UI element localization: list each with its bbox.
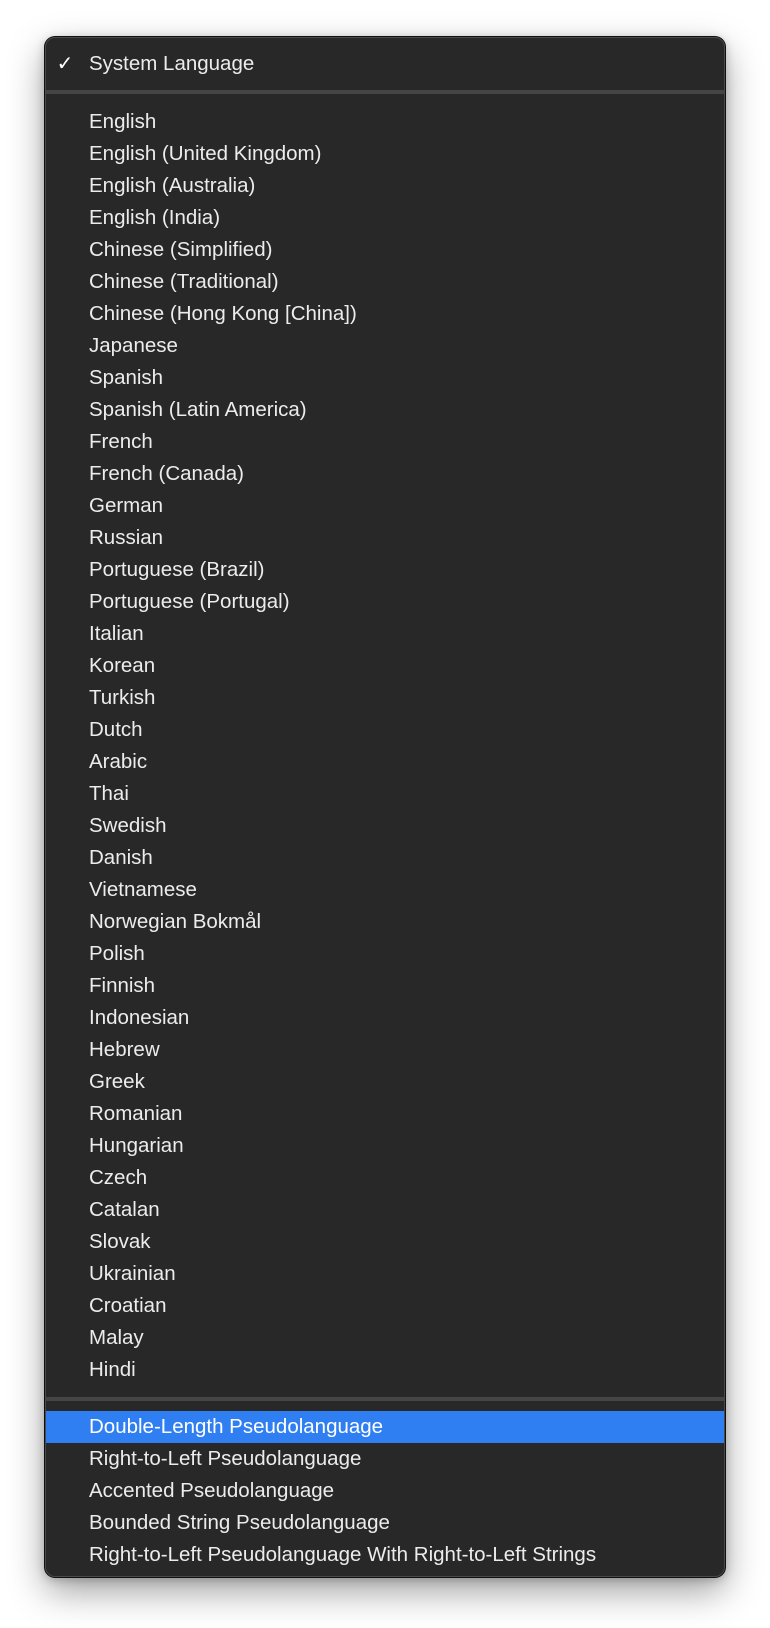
menu-item-chinese-hong-kong-china[interactable] [46, 298, 724, 330]
menu-item-label: Thai [89, 782, 129, 805]
menu-item-vietnamese[interactable] [46, 874, 724, 906]
menu-item-label: Arabic [89, 750, 148, 773]
checkmark-icon: ✓ [56, 53, 74, 75]
menu-item-right-to-left-pseudolanguage[interactable] [46, 1443, 724, 1475]
menu-item-label: Finnish [89, 974, 156, 997]
menu-item-czech[interactable] [46, 1162, 724, 1194]
menu-item-french-canada[interactable] [46, 458, 724, 490]
menu-item-greek[interactable] [46, 1066, 724, 1098]
menu-item-english[interactable] [46, 106, 724, 138]
menu-item-label: Croatian [89, 1294, 167, 1317]
menu-item-romanian[interactable] [46, 1098, 724, 1130]
menu-item-label: Polish [89, 942, 145, 965]
menu-item-label: Chinese (Hong Kong [China]) [89, 302, 357, 325]
menu-item-label: Double-Length Pseudolanguage [89, 1415, 384, 1438]
menu-item-label: Slovak [89, 1230, 151, 1253]
menu-item-english-australia[interactable] [46, 170, 724, 202]
menu-item-label: English (United Kingdom) [89, 142, 322, 165]
menu-item-label: Dutch [89, 718, 143, 741]
menu-item-label: English (Australia) [89, 174, 256, 197]
menu-item-danish[interactable] [46, 842, 724, 874]
menu-item-english-united-kingdom[interactable] [46, 138, 724, 170]
menu-item-label: French (Canada) [89, 462, 244, 485]
menu-item-catalan[interactable] [46, 1194, 724, 1226]
menu-item-hungarian[interactable] [46, 1130, 724, 1162]
menu-item-label: Spanish (Latin America) [89, 398, 307, 421]
menu-item-label: German [89, 494, 164, 517]
pseudolanguage-list [46, 1411, 724, 1571]
menu-item-double-length-pseudolanguage[interactable] [46, 1411, 724, 1443]
menu-item-label: Vietnamese [89, 878, 197, 901]
menu-item-croatian[interactable] [46, 1290, 724, 1322]
menu-item-label: French [89, 430, 153, 453]
menu-item-turkish[interactable] [46, 682, 724, 714]
menu-item-accented-pseudolanguage[interactable] [46, 1475, 724, 1507]
menu-item-norwegian-bokm-l[interactable] [46, 906, 724, 938]
menu-item-label: Japanese [89, 334, 178, 357]
menu-item-label: Accented Pseudolanguage [89, 1479, 335, 1502]
menu-item-portuguese-portugal[interactable] [46, 586, 724, 618]
menu-item-portuguese-brazil[interactable] [46, 554, 724, 586]
menu-item-label: Norwegian Bokmål [89, 910, 262, 933]
menu-item-label: Swedish [89, 814, 167, 837]
menu-item-german[interactable] [46, 490, 724, 522]
menu-item-korean[interactable] [46, 650, 724, 682]
menu-item-chinese-simplified[interactable] [46, 234, 724, 266]
menu-item-label: English [89, 110, 157, 133]
menu-item-label: Spanish [89, 366, 164, 389]
menu-item-thai[interactable] [46, 778, 724, 810]
menu-item-dutch[interactable] [46, 714, 724, 746]
menu-separator [46, 90, 724, 94]
menu-item-french[interactable] [46, 426, 724, 458]
menu-separator [46, 1397, 724, 1401]
menu-item-japanese[interactable] [46, 330, 724, 362]
menu-item-russian[interactable] [46, 522, 724, 554]
menu-item-hebrew[interactable] [46, 1034, 724, 1066]
menu-item-label: Danish [89, 846, 153, 869]
menu-item-label: Catalan [89, 1198, 160, 1221]
menu-item-label: Malay [89, 1326, 144, 1349]
menu-item-label: Romanian [89, 1102, 183, 1125]
menu-item-label: Italian [89, 622, 144, 645]
menu-item-label: Russian [89, 526, 164, 549]
menu-item-label: Hungarian [89, 1134, 184, 1157]
menu-item-label: Greek [89, 1070, 145, 1093]
menu-item-label: Bounded String Pseudolanguage [89, 1511, 390, 1534]
menu-item-label: Hindi [89, 1358, 136, 1381]
language-menu [45, 37, 725, 1577]
menu-item-arabic[interactable] [46, 746, 724, 778]
menu-item-slovak[interactable] [46, 1226, 724, 1258]
menu-item-english-india[interactable] [46, 202, 724, 234]
menu-item-italian[interactable] [46, 618, 724, 650]
menu-item-label: Korean [89, 654, 156, 677]
menu-item-label: Portuguese (Portugal) [89, 590, 290, 613]
menu-item-spanish[interactable] [46, 362, 724, 394]
menu-item-label: Indonesian [89, 1006, 190, 1029]
menu-item-indonesian[interactable] [46, 1002, 724, 1034]
menu-item-bounded-string-pseudolanguage[interactable] [46, 1507, 724, 1539]
menu-item-ukrainian[interactable] [46, 1258, 724, 1290]
menu-item-swedish[interactable] [46, 810, 724, 842]
menu-item-polish[interactable] [46, 938, 724, 970]
menu-item-right-to-left-pseudolanguage-with-right-to-left-strings[interactable] [46, 1539, 724, 1571]
menu-item-label: Right-to-Left Pseudolanguage [89, 1447, 362, 1470]
language-list [46, 106, 724, 1386]
menu-item-label: English (India) [89, 206, 221, 229]
menu-item-malay[interactable] [46, 1322, 724, 1354]
menu-item-label: Chinese (Traditional) [89, 270, 279, 293]
menu-item-label: Hebrew [89, 1038, 160, 1061]
menu-item-label: Right-to-Left Pseudolanguage With Right-to-Left Strings [89, 1543, 597, 1566]
menu-item-system-language[interactable] [46, 48, 724, 80]
menu-item-label: System Language [89, 52, 255, 75]
menu-item-label: Czech [89, 1166, 148, 1189]
menu-item-label: Portuguese (Brazil) [89, 558, 265, 581]
menu-item-hindi[interactable] [46, 1354, 724, 1386]
menu-item-spanish-latin-america[interactable] [46, 394, 724, 426]
menu-item-chinese-traditional[interactable] [46, 266, 724, 298]
menu-item-label: Turkish [89, 686, 156, 709]
menu-item-label: Ukrainian [89, 1262, 176, 1285]
menu-item-label: Chinese (Simplified) [89, 238, 273, 261]
menu-item-finnish[interactable] [46, 970, 724, 1002]
